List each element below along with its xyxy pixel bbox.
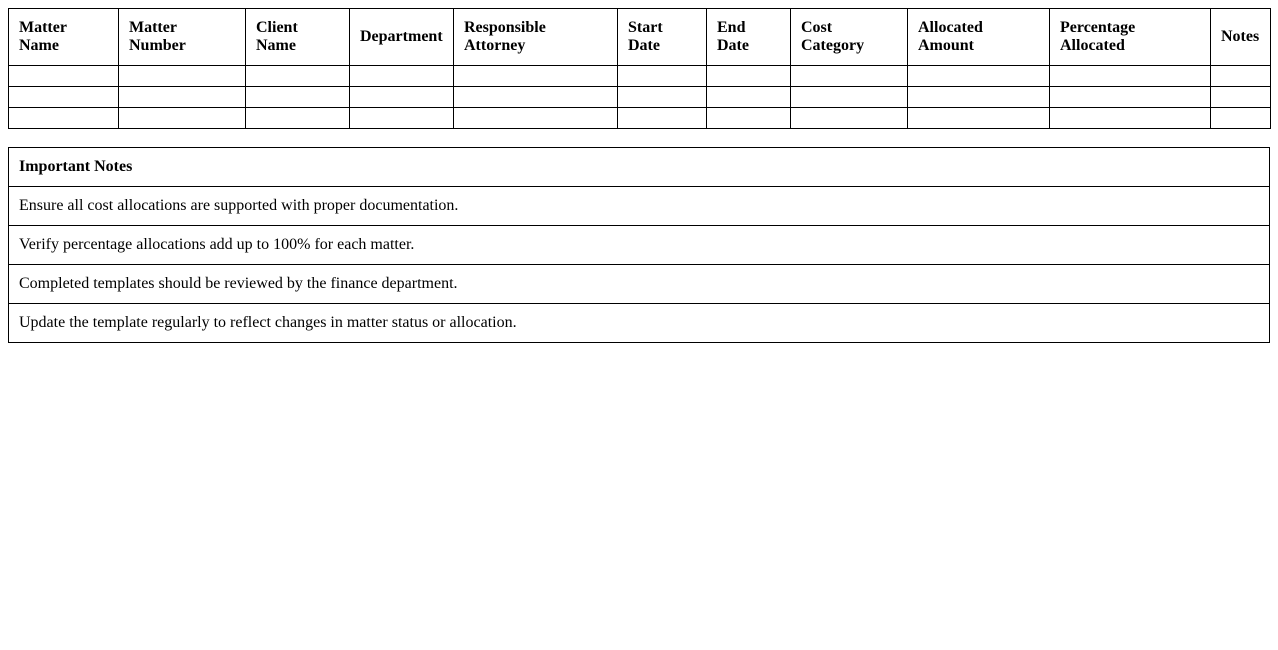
notes-heading: Important Notes xyxy=(9,148,1270,187)
table-cell[interactable] xyxy=(454,108,618,129)
table-cell[interactable] xyxy=(1211,108,1271,129)
table-row xyxy=(9,66,1271,87)
document xyxy=(8,8,1270,343)
header-row xyxy=(9,9,1271,66)
table-cell[interactable] xyxy=(119,66,246,87)
table-cell[interactable] xyxy=(9,108,119,129)
table-cell[interactable] xyxy=(1211,66,1271,87)
table-cell[interactable] xyxy=(350,108,454,129)
table-cell[interactable] xyxy=(119,108,246,129)
table-cell[interactable] xyxy=(119,87,246,108)
table-cell[interactable] xyxy=(350,87,454,108)
column-header-end-date: End Date xyxy=(707,9,791,66)
table-cell[interactable] xyxy=(791,66,908,87)
column-header-department: Department xyxy=(350,9,454,66)
table-cell[interactable] xyxy=(454,87,618,108)
table-cell[interactable] xyxy=(1211,87,1271,108)
table-cell[interactable] xyxy=(908,108,1050,129)
column-header-responsible-attorney: Responsible Attorney xyxy=(454,9,618,66)
table-cell[interactable] xyxy=(707,66,791,87)
column-header-matter-number: Matter Number xyxy=(119,9,246,66)
table-cell[interactable] xyxy=(1050,87,1211,108)
table-cell[interactable] xyxy=(246,66,350,87)
column-header-cost-category: Cost Category xyxy=(791,9,908,66)
column-header-client-name: Client Name xyxy=(246,9,350,66)
table-cell[interactable] xyxy=(618,87,707,108)
column-header-notes: Notes xyxy=(1211,9,1271,66)
table-cell[interactable] xyxy=(707,108,791,129)
table-cell[interactable] xyxy=(908,87,1050,108)
table-cell[interactable] xyxy=(9,87,119,108)
note-item: Update the template regularly to reflect changes in matter status or allocation. xyxy=(9,304,1270,343)
note-row xyxy=(9,265,1270,304)
note-row xyxy=(9,226,1270,265)
table-cell[interactable] xyxy=(9,66,119,87)
table-row xyxy=(9,87,1271,108)
table-cell[interactable] xyxy=(1050,66,1211,87)
column-header-percentage-allocated: Percentage Allocated xyxy=(1050,9,1211,66)
note-row xyxy=(9,304,1270,343)
table-cell[interactable] xyxy=(908,66,1050,87)
table-cell[interactable] xyxy=(791,108,908,129)
column-header-start-date: Start Date xyxy=(618,9,707,66)
note-item: Completed templates should be reviewed by the finance department. xyxy=(9,265,1270,304)
note-item: Ensure all cost allocations are supported with proper documentation. xyxy=(9,187,1270,226)
notes-heading-row xyxy=(9,148,1270,187)
table-cell[interactable] xyxy=(618,108,707,129)
column-header-allocated-amount: Allocated Amount xyxy=(908,9,1050,66)
table-cell[interactable] xyxy=(791,87,908,108)
note-item: Verify percentage allocations add up to 100% for each matter. xyxy=(9,226,1270,265)
table-cell[interactable] xyxy=(246,108,350,129)
table-cell[interactable] xyxy=(618,66,707,87)
cost-allocation-table xyxy=(8,8,1271,129)
table-cell[interactable] xyxy=(1050,108,1211,129)
table-row xyxy=(9,108,1271,129)
table-cell[interactable] xyxy=(707,87,791,108)
note-row xyxy=(9,187,1270,226)
table-cell[interactable] xyxy=(350,66,454,87)
important-notes-table xyxy=(8,147,1270,343)
table-cell[interactable] xyxy=(246,87,350,108)
table-cell[interactable] xyxy=(454,66,618,87)
column-header-matter-name: Matter Name xyxy=(9,9,119,66)
